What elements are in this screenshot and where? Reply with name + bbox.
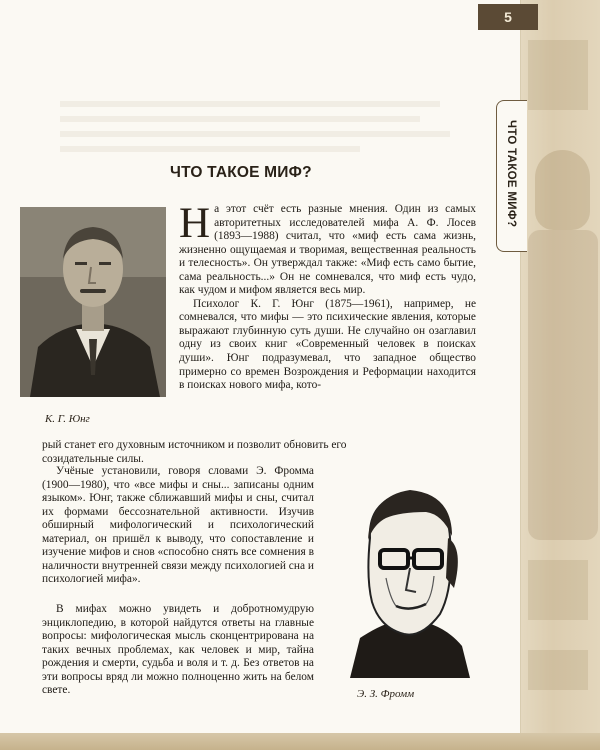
paragraph-4: В мифах можно увидеть и добротномудрую энциклопедию, в которой найдутся ответы на главные вопросы: мифологическая мысль сконцентрирована на таких вечных проблемах, как человек и мир, тайна рождения и смерти, судьба и воля и т. д. Без ответов на эти вопросы вряд ли можно полноценно жить на белом свете. — [42, 603, 314, 697]
paragraph-2-continuation — [42, 439, 476, 466]
paragraph-1: а этот счёт есть разные мнения. Один из самых авторитетных исследователей мифа А. Ф. Лосев (1893—1988) считал, что «миф есть сама жизнь, жизненно ощущаемая и творимая, вещественная реальность и телесность». Он утверждал также: «Миф есть само бытие, сама реальность...» Он не сомневался, что миф есть чудо, как чудом и мифом является весь мир. — [179, 203, 476, 297]
decorative-bottom-band — [0, 733, 600, 750]
paragraph-2: Психолог К. Г. Юнг (1875—1961), например, не сомневался, что мифы — это психические явления, которые выражают глубинную суть души. Не случайно он озаглавил одну из своих книг «Современный человек в поисках души». Юнг подразумевал, что западное общество примерно со времен Возрождения и Реформации находится в поисках нового мифа, кото- — [179, 297, 476, 392]
section-side-tab-title: ЧТО ТАКОЕ МИФ? — [505, 120, 517, 228]
article-heading: ЧТО ТАКОЕ МИФ? — [170, 164, 312, 181]
drop-cap: Н — [179, 200, 211, 247]
paragraph-2-tail-line-1: рый станет его духовным источником и позволит обновить его — [42, 439, 347, 451]
jung-caption: К. Г. Юнг — [45, 413, 90, 425]
fromm-caption: Э. З. Фромм — [357, 688, 415, 700]
faint-show-through-text — [60, 92, 460, 161]
paragraph-2-tail-line-2: созидательные силы. — [42, 452, 144, 465]
paragraph-3: Учёные установили, говоря словами Э. Фромма (1900—1980), что «все мифы и сны... записаны одним языком». Юнг, также сближавший мифы и сны, считал их формами бессознательной активности. Изучив обширный мифологический и психологический материал, он пришёл к выводу, что сопоставление и изучение мифов и снов «способно снять все сомнения в наличности внутренней связи между психологией сна и психологией мифа». — [42, 465, 314, 586]
statue-illustration-body — [528, 230, 598, 540]
article-text-bottom — [42, 603, 314, 698]
article-text-top — [179, 200, 476, 393]
jung-portrait-photo — [20, 207, 166, 397]
page-number: 5 — [478, 4, 538, 30]
article-text-middle — [42, 465, 314, 587]
statue-illustration-head — [535, 150, 590, 230]
fromm-portrait-sketch — [330, 478, 478, 678]
